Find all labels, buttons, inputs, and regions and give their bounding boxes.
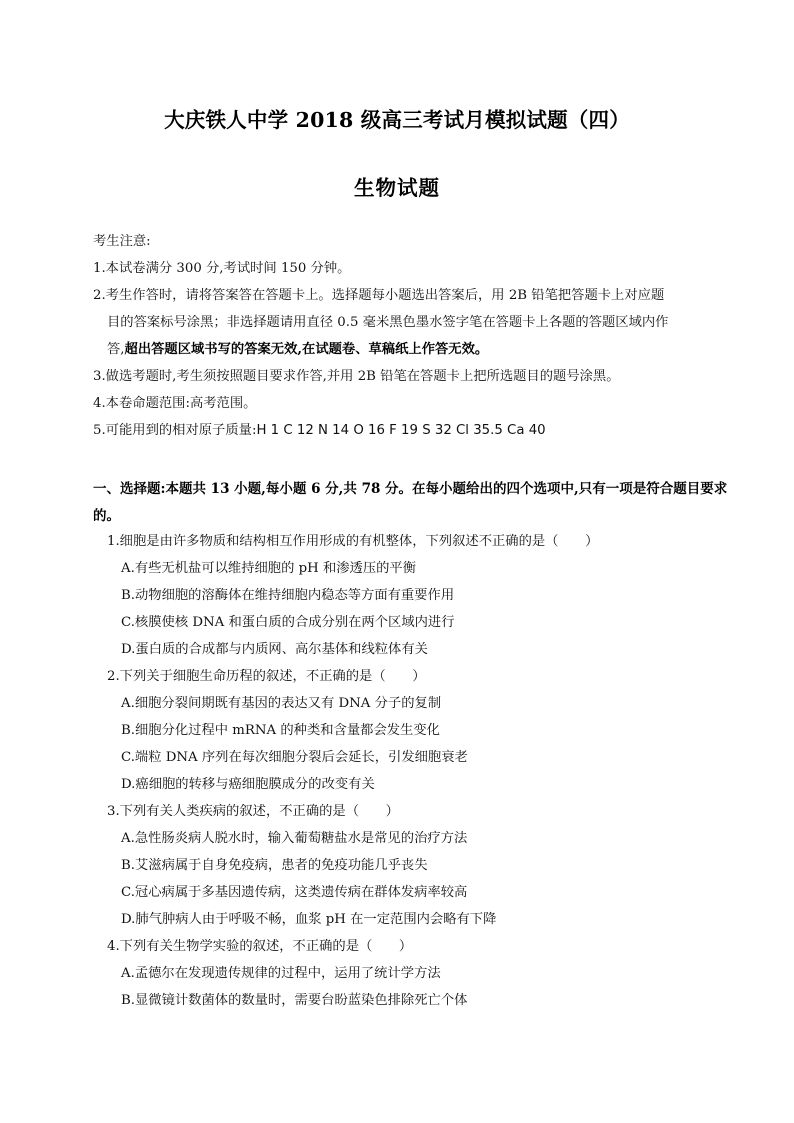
notice-item-5-prefix: 5.可能用到的相对原子质量:: [93, 423, 257, 438]
notice-heading: 考生注意:: [93, 234, 151, 249]
notice-item-2-line-1: 2.考生作答时，请将答案答在答题卡上。选择题每小题选出答案后，用 2B 铅笔把答题卡上对应题: [93, 288, 665, 303]
notice-item-3: 3.做选考题时,考生须按照题目要求作答,并用 2B 铅笔在答题卡上把所选题目的题号涂黑。: [93, 369, 620, 384]
question-2-option-a: A.细胞分裂间期既有基因的表达又有 DNA 分子的复制: [121, 696, 442, 711]
question-3-option-a: A.急性肠炎病人脱水时，输入葡萄糖盐水是常见的治疗方法: [121, 831, 468, 846]
question-1-stem: 1.细胞是由许多物质和结构相互作用形成的有机整体，下列叙述不正确的是（ ）: [107, 534, 599, 549]
section-1-heading: 一、选择题:本题共 13 小题,每小题 6 分,共 78 分。在每小题给出的四个选项中,只有一项是符合题目要求的。: [93, 481, 728, 524]
question-1-option-d: D.蛋白质的合成都与内质网、高尔基体和线粒体有关: [121, 642, 428, 657]
question-3-option-b: B.艾滋病属于自身免疫病，患者的免疫功能几乎丧失: [121, 858, 428, 873]
exam-subtitle: 生物试题: [354, 176, 440, 200]
question-4-option-b: B.显微镜计数菌体的数量时，需要台盼蓝染色排除死亡个体: [121, 993, 468, 1008]
question-4-stem: 4.下列有关生物学实验的叙述，不正确的是（ ）: [107, 939, 413, 954]
question-2-stem: 2.下列关于细胞生命历程的叙述，不正确的是（ ）: [107, 669, 426, 684]
question-1-option-c: C.核膜使核 DNA 和蛋白质的合成分别在两个区域内进行: [121, 615, 455, 630]
question-3-stem: 3.下列有关人类疾病的叙述，不正确的是（ ）: [107, 804, 399, 819]
notice-item-1: 1.本试卷满分 300 分,考试时间 150 分钟。: [93, 261, 351, 276]
notice-item-4: 4.本卷命题范围:高考范围。: [93, 396, 257, 411]
question-2-option-d: D.癌细胞的转移与癌细胞膜成分的改变有关: [121, 777, 375, 792]
notice-item-2-line-3: [107, 341, 488, 359]
atomic-masses: H 1 C 12 N 14 O 16 F 19 S 32 Cl 35.5 Ca 40: [256, 423, 546, 438]
notice-item-5: [93, 422, 546, 440]
question-1-option-a: A.有些无机盐可以维持细胞的 pH 和渗透压的平衡: [121, 561, 417, 576]
notice-item-2-line-3-prefix: 答,: [107, 342, 125, 357]
question-3-option-c: C.冠心病属于多基因遗传病，这类遗传病在群体发病率较高: [121, 885, 468, 900]
question-4-option-a: A.孟德尔在发现遗传规律的过程中，运用了统计学方法: [121, 966, 441, 981]
question-2-option-b: B.细胞分化过程中 mRNA 的种类和含量都会发生变化: [121, 723, 440, 738]
question-3-option-d: D.肺气肿病人由于呼吸不畅，血浆 pH 在一定范围内会略有下降: [121, 912, 497, 927]
exam-title: 大庆铁人中学 2018 级高三考试月模拟试题（四）: [164, 108, 630, 132]
question-1-option-b: B.动物细胞的溶酶体在维持细胞内稳态等方面有重要作用: [121, 588, 455, 603]
notice-item-2-line-3-bold: 超出答题区域书写的答案无效,在试题卷、草稿纸上作答无效。: [124, 342, 489, 357]
question-2-option-c: C.端粒 DNA 序列在每次细胞分裂后会延长，引发细胞衰老: [121, 750, 468, 765]
notice-item-2-line-2: 目的答案标号涂黑；非选择题请用直径 0.5 毫米黑色墨水签字笔在答题卡上各题的答题区域内作: [107, 315, 669, 330]
